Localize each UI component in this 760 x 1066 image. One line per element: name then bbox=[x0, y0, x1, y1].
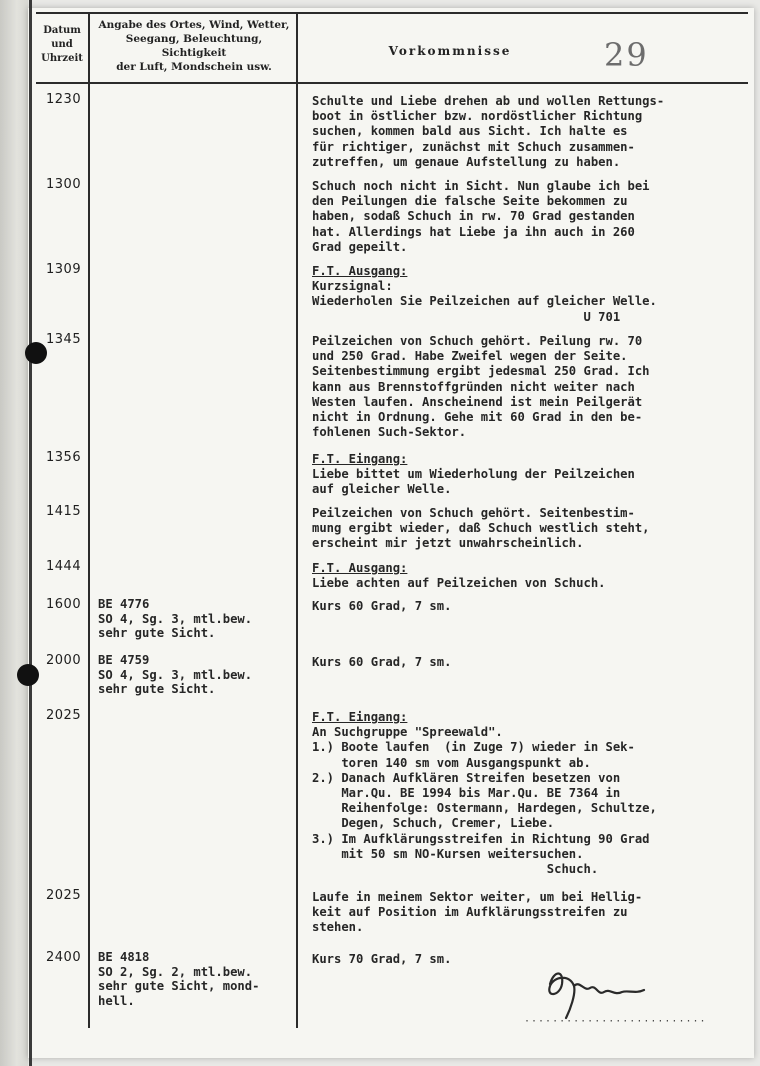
entry-line: Kurs 60 Grad, 7 sm. bbox=[312, 599, 452, 613]
entry-line: auf gleicher Welle. bbox=[312, 482, 452, 497]
entry-line: Degen, Schuch, Cremer, Liebe. bbox=[312, 816, 555, 831]
entry-line: Kurs 70 Grad, 7 sm. bbox=[312, 952, 452, 966]
entry-line: mung ergibt wieder, daß Schuch westlich steht, bbox=[312, 521, 650, 536]
event-entry bbox=[312, 334, 748, 440]
event-entry bbox=[312, 890, 748, 936]
entry-line: toren 140 sm vom Ausgangspunkt ab. bbox=[312, 755, 591, 770]
entry-line: Grad gepeilt. bbox=[312, 239, 408, 254]
header-date-time bbox=[36, 24, 88, 66]
entry-line: hat. Allerdings hat Liebe ja ihn auch in 260 bbox=[312, 224, 635, 239]
binding-margin bbox=[0, 0, 28, 1066]
entry-line: 1.) Boote laufen (in Zuge 7) wieder in Sek- bbox=[312, 740, 635, 755]
header-location-weather bbox=[92, 18, 296, 74]
time-cell: 2400 bbox=[46, 950, 82, 965]
location-line: hell. bbox=[98, 993, 135, 1008]
entry-line: fohlenen Such-Sektor. bbox=[312, 425, 467, 440]
entry-line: stehen. bbox=[312, 920, 364, 935]
entry-line: boot in östlicher bzw. nordöstlicher Richtung bbox=[312, 109, 643, 124]
entry-line: Seitenbestimmung ergibt jedesmal 250 Grad. Ich bbox=[312, 364, 650, 379]
time-cell: 2025 bbox=[46, 708, 82, 723]
entry-line: F.T. Ausgang: bbox=[312, 264, 408, 278]
entry-line: 2.) Danach Aufklären Streifen besetzen von bbox=[312, 770, 621, 785]
location-weather-cell bbox=[98, 653, 298, 697]
entry-line: erscheint mir jetzt unwahrscheinlich. bbox=[312, 536, 584, 551]
entry-line: Peilzeichen von Schuch gehört. Seitenbestim- bbox=[312, 506, 635, 520]
entry-line: Reihenfolge: Ostermann, Hardegen, Schultze, bbox=[312, 801, 657, 816]
event-entry bbox=[312, 94, 748, 170]
time-cell: 1415 bbox=[46, 504, 82, 519]
entry-line: den Peilungen die falsche Seite bekommen zu bbox=[312, 194, 628, 209]
entry-line: für richtiger, zunächst mit Schuch zusammen- bbox=[312, 139, 635, 154]
entry-line: Schulte und Liebe drehen ab und wollen Rettungs- bbox=[312, 94, 665, 108]
entry-line: und 250 Grad. Habe Zweifel wegen der Seite. bbox=[312, 349, 628, 364]
location-line: BE 4776 bbox=[98, 597, 150, 611]
header-line: Seegang, Beleuchtung, Sichtigkeit bbox=[125, 33, 263, 59]
entry-line: Kurs 60 Grad, 7 sm. bbox=[312, 655, 452, 669]
entry-line: kann aus Brennstoffgründen nicht weiter nach bbox=[312, 379, 635, 394]
time-cell: 2025 bbox=[46, 888, 82, 903]
location-line: BE 4818 bbox=[98, 950, 150, 964]
entry-line: Liebe achten auf Peilzeichen von Schuch. bbox=[312, 576, 606, 591]
entry-line: Westen laufen. Anscheinend ist mein Peilgerät bbox=[312, 394, 643, 409]
punch-hole bbox=[25, 342, 47, 364]
entry-line: haben, sodaß Schuch in rw. 70 Grad gestanden bbox=[312, 209, 635, 224]
location-weather-cell bbox=[98, 950, 298, 1008]
column-divider-2 bbox=[296, 12, 298, 1028]
entry-line: keit auf Position im Aufklärungsstreifen zu bbox=[312, 905, 628, 920]
location-line: sehr gute Sicht. bbox=[98, 626, 216, 640]
time-cell: 1345 bbox=[46, 332, 82, 347]
entry-line: Kurzsignal: bbox=[312, 279, 393, 294]
entry-line: An Suchgruppe "Spreewald". bbox=[312, 725, 503, 740]
location-line: SO 4, Sg. 3, mtl.bew. bbox=[98, 611, 253, 626]
event-entry bbox=[312, 264, 748, 325]
entry-line: Schuch noch nicht in Sicht. Nun glaube ich bei bbox=[312, 179, 650, 193]
entry-line: Laufe in meinem Sektor weiter, um bei Hellig- bbox=[312, 890, 643, 904]
time-cell: 1230 bbox=[46, 92, 82, 107]
table-top-rule bbox=[36, 12, 748, 14]
column-divider-1 bbox=[88, 12, 90, 1028]
entry-line: mit 50 sm NO-Kursen weitersuchen. bbox=[312, 846, 584, 861]
event-entry bbox=[312, 179, 748, 255]
entry-line: Schuch. bbox=[312, 862, 599, 877]
entry-line: nicht in Ordnung. Gehe mit 60 Grad in den be- bbox=[312, 410, 643, 425]
page-number: 29 bbox=[604, 36, 649, 74]
signature-dotted-line: ·························· bbox=[524, 1016, 707, 1027]
header-line: und bbox=[51, 39, 73, 50]
entry-line: zutreffen, um genaue Aufstellung zu haben. bbox=[312, 154, 621, 169]
location-line: sehr gute Sicht, mond- bbox=[98, 979, 260, 993]
location-line: BE 4759 bbox=[98, 653, 150, 667]
location-line: SO 4, Sg. 3, mtl.bew. bbox=[98, 667, 253, 682]
entry-line: F.T. Ausgang: bbox=[312, 561, 408, 575]
event-entry bbox=[312, 655, 748, 670]
time-cell: 1300 bbox=[46, 177, 82, 192]
time-cell: 1600 bbox=[46, 597, 82, 612]
location-weather-cell bbox=[98, 597, 298, 641]
header-line: Datum bbox=[43, 25, 81, 36]
time-cell: 1444 bbox=[46, 559, 82, 574]
entry-line: Wiederholen Sie Peilzeichen auf gleicher Welle. bbox=[312, 294, 657, 309]
header-line: der Luft, Mondschein usw. bbox=[116, 61, 272, 73]
table-header-rule bbox=[36, 82, 748, 84]
event-entry bbox=[312, 506, 748, 552]
entry-line: F.T. Eingang: bbox=[312, 452, 408, 466]
binding-edge-line bbox=[29, 0, 32, 1066]
event-entry bbox=[312, 710, 748, 877]
time-cell: 1356 bbox=[46, 450, 82, 465]
time-cell: 2000 bbox=[46, 653, 82, 668]
location-line: SO 2, Sg. 2, mtl.bew. bbox=[98, 964, 253, 979]
location-line: sehr gute Sicht. bbox=[98, 682, 216, 696]
event-entry bbox=[312, 599, 748, 614]
header-line: Uhrzeit bbox=[41, 53, 83, 64]
event-entry bbox=[312, 952, 748, 967]
event-entry bbox=[312, 452, 748, 498]
entry-line: Mar.Qu. BE 1994 bis Mar.Qu. BE 7364 in bbox=[312, 786, 621, 801]
entry-line: U 701 bbox=[312, 309, 621, 324]
handwritten-signature bbox=[540, 962, 650, 1022]
event-entry bbox=[312, 561, 748, 591]
header-events: Vorkommnisse bbox=[388, 44, 512, 58]
entry-line: Peilzeichen von Schuch gehört. Peilung rw. 70 bbox=[312, 334, 643, 348]
entry-line: 3.) Im Aufklärungsstreifen in Richtung 90 Grad bbox=[312, 831, 650, 846]
entry-line: F.T. Eingang: bbox=[312, 710, 408, 724]
punch-hole bbox=[17, 664, 39, 686]
time-cell: 1309 bbox=[46, 262, 82, 277]
entry-line: suchen, kommen bald aus Sicht. Ich halte es bbox=[312, 124, 628, 139]
header-line: Angabe des Ortes, Wind, Wetter, bbox=[98, 19, 290, 31]
entry-line: Liebe bittet um Wiederholung der Peilzeichen bbox=[312, 467, 635, 482]
